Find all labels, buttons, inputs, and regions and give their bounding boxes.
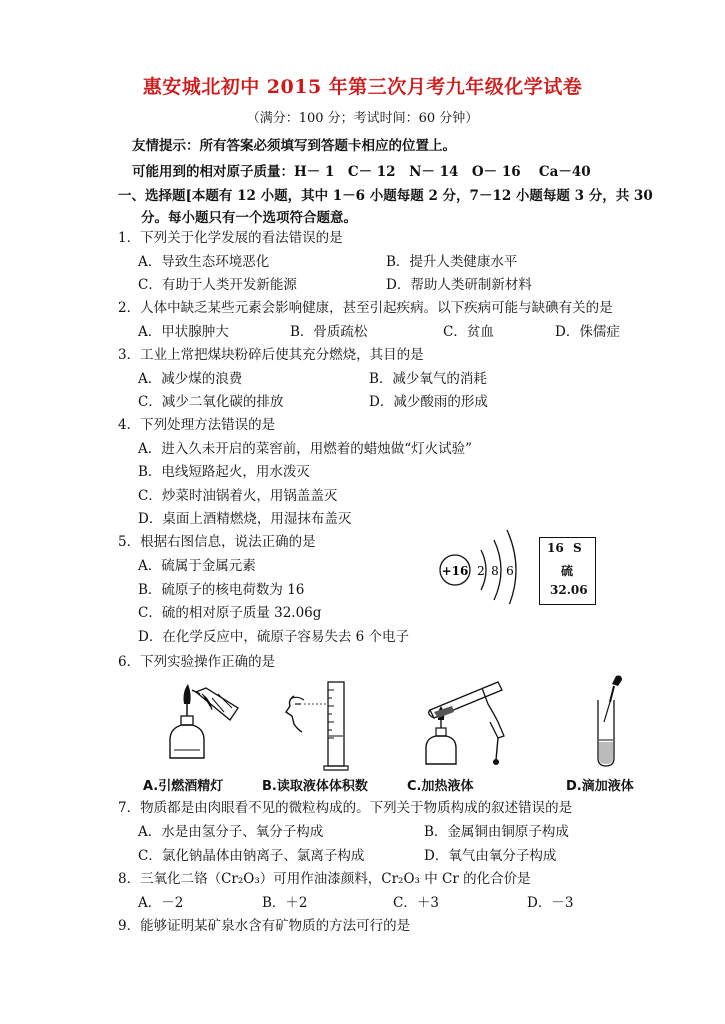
- sulfur-periodic-cell: [539, 537, 596, 605]
- shell-electron-count: 8: [491, 564, 499, 578]
- option: C．炒菜时油锅着火，用锅盖盖灭: [138, 488, 338, 504]
- question-stem: 4．下列处理方法错误的是: [118, 417, 276, 433]
- question-stem: 6．下列实验操作正确的是: [118, 654, 276, 670]
- option: D．侏儒症: [555, 324, 620, 340]
- figure-label-a: A.引燃酒精灯: [143, 779, 224, 794]
- question-stem: 5．根据右图信息，说法正确的是: [118, 534, 316, 550]
- graduated-cylinder-reading-figure: [280, 676, 370, 774]
- sulfur-atom-structure-diagram: [435, 524, 525, 604]
- option: A．减少煤的浪费: [138, 371, 243, 387]
- heating-liquid-figure: [412, 674, 522, 772]
- option: B．金属铜由铜原子构成: [424, 824, 569, 840]
- shell-electron-count: 2: [477, 564, 485, 578]
- option: C．＋3: [393, 895, 439, 911]
- dropping-liquid-figure: [588, 670, 638, 770]
- option: B．减少氧气的消耗: [369, 371, 487, 387]
- option: B．＋2: [262, 895, 308, 911]
- option: C．减少二氧化碳的排放: [138, 394, 284, 410]
- question-stem: 9．能够证明某矿泉水含有矿物质的方法可行的是: [118, 918, 411, 934]
- option: D．－3: [527, 895, 574, 911]
- alcohol-lamp-lighting-figure: [152, 680, 242, 770]
- atomic-masses: 可能用到的相对原子质量：H－ 1 C－ 12 N－ 14 O－ 16 Ca－40: [132, 164, 591, 180]
- option: B．电线短路起火，用水泼灭: [138, 464, 310, 480]
- page-subtitle: （满分：100 分；考试时间：60 分钟）: [246, 111, 479, 126]
- element-symbol: S: [573, 541, 582, 555]
- option: A．硫属于金属元素: [138, 558, 256, 574]
- question-stem: 2．人体中缺乏某些元素会影响健康，甚至引起疾病。以下疾病可能与缺碘有关的是: [118, 300, 613, 316]
- option: B．硫原子的核电荷数为 16: [138, 582, 305, 598]
- option: B．骨质疏松: [290, 324, 368, 340]
- friendly-tip: 友情提示：所有答案必须填写到答题卡相应的位置上。: [132, 138, 456, 154]
- option: D．帮助人类研制新材料: [386, 277, 532, 293]
- option: C．有助于人类开发新能源: [138, 277, 297, 293]
- option: D．氧气由氧分子构成: [424, 848, 557, 864]
- atomic-mass: 32.06: [550, 583, 588, 597]
- page-title: 惠安城北初中 2015 年第三次月考九年级化学试卷: [142, 76, 583, 98]
- option: C．贫血: [443, 324, 494, 340]
- question-stem: 8．三氧化二铬（Cr₂O₃）可用作油漆颜料，Cr₂O₃ 中 Cr 的化合价是: [118, 871, 531, 887]
- option: A．甲状腺肿大: [138, 324, 229, 340]
- figure-label-b: B.读取液体体积数: [262, 779, 368, 794]
- option: B．提升人类健康水平: [386, 254, 518, 270]
- option: A．水是由氢分子、氧分子构成: [138, 824, 324, 840]
- option: D．桌面上酒精燃烧，用湿抹布盖灭: [138, 511, 352, 527]
- option: A．－2: [138, 895, 184, 911]
- option: C．氯化钠晶体由钠离子、氯离子构成: [138, 848, 365, 864]
- option: A．导致生态环境恶化: [138, 254, 270, 270]
- figure-label-c: C.加热液体: [407, 779, 474, 794]
- atomic-number: 16: [547, 541, 564, 555]
- nucleus-charge: +16: [441, 564, 469, 578]
- element-name: 硫: [561, 564, 574, 578]
- section-heading-line2: 分。每小题只有一个选项符合题意。: [141, 210, 357, 226]
- figure-label-d: D.滴加液体: [566, 779, 634, 794]
- question-stem: 7．物质都是由肉眼看不见的微粒构成的。下列关于物质构成的叙述错误的是: [118, 800, 573, 816]
- question-stem: 3．工业上常把煤块粉碎后使其充分燃烧，其目的是: [118, 347, 424, 363]
- option: D．在化学反应中，硫原子容易失去 6 个电子: [138, 629, 409, 645]
- shell-electron-count: 6: [506, 564, 514, 578]
- option: A．进入久未开启的菜窖前，用燃着的蜡烛做“灯火试验”: [138, 441, 473, 457]
- option: C．硫的相对原子质量 32.06g: [138, 605, 322, 621]
- section-heading-line1: 一、选择题[本题有 12 小题，其中 1－6 小题每题 2 分，7－12 小题每题 3 分，共 30: [118, 188, 653, 204]
- question-stem: 1．下列关于化学发展的看法错误的是: [118, 230, 343, 246]
- option: D．减少酸雨的形成: [369, 394, 488, 410]
